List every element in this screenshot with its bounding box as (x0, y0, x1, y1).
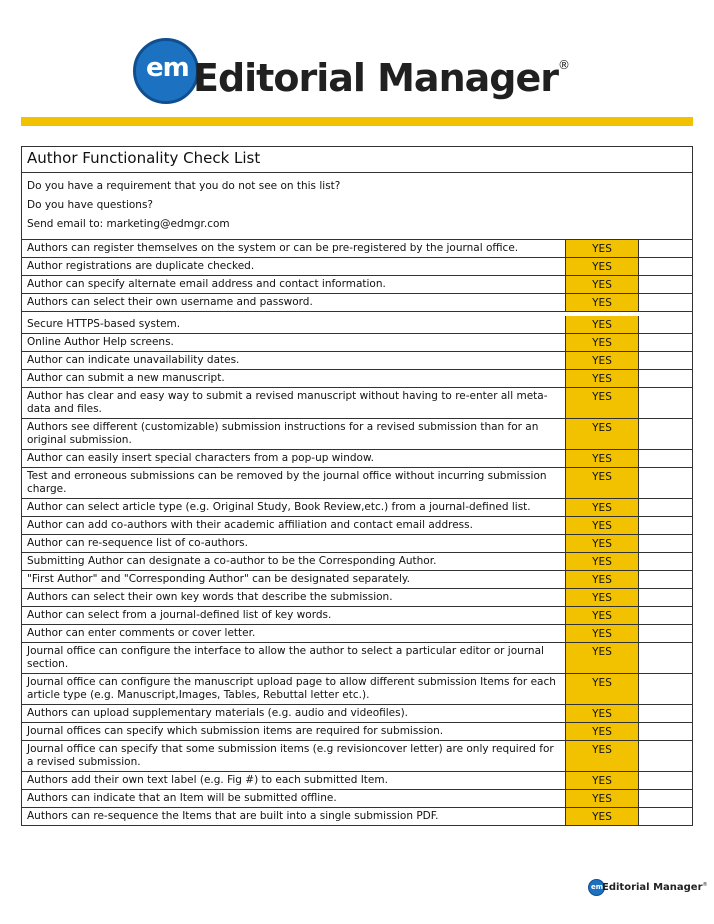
notes-cell (639, 388, 692, 418)
requirement-text: Author can specify alternate email address and contact information. (22, 276, 566, 293)
requirement-text: Authors can indicate that an Item will be submitted offline. (22, 790, 566, 807)
notes-cell (639, 571, 692, 588)
status-yes: YES (566, 643, 639, 673)
status-yes: YES (566, 705, 639, 722)
status-yes: YES (566, 571, 639, 588)
status-yes: YES (566, 419, 639, 449)
requirement-text: Submitting Author can designate a co-author to be the Corresponding Author. (22, 553, 566, 570)
checklist-row (22, 240, 692, 257)
notes-cell (639, 607, 692, 624)
requirement-text: Authors can upload supplementary materials (e.g. audio and videofiles). (22, 705, 566, 722)
checklist-row (22, 293, 692, 311)
checklist-title: Author Functionality Check List (22, 147, 692, 173)
status-yes: YES (566, 334, 639, 351)
requirement-text: Journal offices can specify which submission items are required for submission. (22, 723, 566, 740)
intro-line: Do you have a requirement that you do not see on this list? (27, 180, 341, 192)
status-yes: YES (566, 294, 639, 311)
status-yes: YES (566, 517, 639, 534)
checklist-row (22, 740, 692, 771)
checklist-row (22, 807, 692, 825)
notes-cell (639, 517, 692, 534)
footer-registered-mark: ® (702, 882, 708, 888)
requirement-text: Secure HTTPS-based system. (22, 316, 566, 333)
requirement-text: Journal office can configure the interface to allow the author to select a particular editor or journal section. (22, 643, 566, 673)
notes-cell (639, 790, 692, 807)
requirement-text: Author can submit a new manuscript. (22, 370, 566, 387)
checklist-row (22, 624, 692, 642)
status-yes: YES (566, 808, 639, 825)
requirement-text: Author can indicate unavailability dates. (22, 352, 566, 369)
checklist-row (22, 418, 692, 449)
requirement-text: Author can enter comments or cover letter. (22, 625, 566, 642)
checklist-row (22, 552, 692, 570)
notes-cell (639, 772, 692, 789)
status-yes: YES (566, 499, 639, 516)
requirement-text: Journal office can specify that some submission items (e.g revisioncover letter) are only required for a revised submission. (22, 741, 566, 771)
notes-cell (639, 535, 692, 552)
checklist-row (22, 467, 692, 498)
footer-badge-text: em (591, 883, 604, 891)
status-yes: YES (566, 276, 639, 293)
requirement-text: Authors can select their own key words that describe the submission. (22, 589, 566, 606)
notes-cell (639, 674, 692, 704)
notes-cell (639, 643, 692, 673)
logo-word-text: Editorial Manager (193, 56, 558, 100)
requirement-text: Authors can register themselves on the system or can be pre-registered by the journal office. (22, 240, 566, 257)
checklist-row (22, 257, 692, 275)
intro-block (22, 173, 692, 240)
notes-cell (639, 589, 692, 606)
status-yes: YES (566, 772, 639, 789)
checklist-row (22, 722, 692, 740)
requirement-text: Author can add co-authors with their academic affiliation and contact email address. (22, 517, 566, 534)
em-badge-icon (133, 38, 199, 104)
status-yes: YES (566, 388, 639, 418)
notes-cell (639, 808, 692, 825)
notes-cell (639, 625, 692, 642)
status-yes: YES (566, 674, 639, 704)
footer-wordmark (602, 882, 708, 893)
requirement-text: Journal office can configure the manuscript upload page to allow different submission Items for each article type (e.g. Manuscript,Images, Tables, Rebuttal letter etc.). (22, 674, 566, 704)
checklist-row (22, 275, 692, 293)
requirement-text: Author has clear and easy way to submit a revised manuscript without having to re-enter all meta-data and files. (22, 388, 566, 418)
requirement-text: Test and erroneous submissions can be removed by the journal office without incurring submission charge. (22, 468, 566, 498)
status-yes: YES (566, 625, 639, 642)
logo-wordmark (193, 56, 569, 100)
requirement-text: Authors can re-sequence the Items that are built into a single submission PDF. (22, 808, 566, 825)
checklist-group-1 (22, 240, 692, 311)
requirement-text: Author can select article type (e.g. Original Study, Book Review,etc.) from a journal-defined list. (22, 499, 566, 516)
checklist-row (22, 588, 692, 606)
registered-mark: ® (558, 58, 569, 72)
notes-cell (639, 240, 692, 257)
notes-cell (639, 741, 692, 771)
checklist-row (22, 449, 692, 467)
checklist-row (22, 316, 692, 333)
notes-cell (639, 316, 692, 333)
checklist-row (22, 642, 692, 673)
intro-line: Do you have questions? (27, 199, 153, 211)
status-yes: YES (566, 240, 639, 257)
status-yes: YES (566, 352, 639, 369)
status-yes: YES (566, 723, 639, 740)
notes-cell (639, 723, 692, 740)
checklist-row (22, 498, 692, 516)
notes-cell (639, 499, 692, 516)
status-yes: YES (566, 607, 639, 624)
checklist-row (22, 570, 692, 588)
checklist-row (22, 333, 692, 351)
checklist-row (22, 516, 692, 534)
checklist-row (22, 387, 692, 418)
requirement-text: Author registrations are duplicate checked. (22, 258, 566, 275)
header-divider (21, 117, 693, 126)
footer-word-text: Editorial Manager (602, 882, 703, 893)
checklist-row (22, 369, 692, 387)
status-yes: YES (566, 450, 639, 467)
status-yes: YES (566, 741, 639, 771)
status-yes: YES (566, 468, 639, 498)
requirement-text: Author can easily insert special characters from a pop-up window. (22, 450, 566, 467)
requirement-text: Authors can select their own username and password. (22, 294, 566, 311)
notes-cell (639, 276, 692, 293)
status-yes: YES (566, 370, 639, 387)
checklist-row (22, 771, 692, 789)
notes-cell (639, 419, 692, 449)
notes-cell (639, 370, 692, 387)
checklist-table (21, 146, 693, 826)
notes-cell (639, 352, 692, 369)
checklist-row (22, 704, 692, 722)
notes-cell (639, 705, 692, 722)
checklist-group-2 (22, 316, 692, 825)
status-yes: YES (566, 589, 639, 606)
requirement-text: Online Author Help screens. (22, 334, 566, 351)
requirement-text: Authors add their own text label (e.g. Fig #) to each submitted Item. (22, 772, 566, 789)
checklist-row (22, 673, 692, 704)
logo-badge-text: em (146, 53, 189, 83)
checklist-row (22, 789, 692, 807)
checklist-row (22, 351, 692, 369)
notes-cell (639, 450, 692, 467)
notes-cell (639, 468, 692, 498)
notes-cell (639, 258, 692, 275)
requirement-text: Authors see different (customizable) submission instructions for a revised submission than for an original submission. (22, 419, 566, 449)
requirement-text: Author can select from a journal-defined list of key words. (22, 607, 566, 624)
status-yes: YES (566, 258, 639, 275)
requirement-text: Author can re-sequence list of co-authors. (22, 535, 566, 552)
checklist-row (22, 606, 692, 624)
status-yes: YES (566, 790, 639, 807)
checklist-row (22, 534, 692, 552)
notes-cell (639, 294, 692, 311)
contact-email-line: Send email to: marketing@edmgr.com (27, 218, 230, 230)
requirement-text: "First Author" and "Corresponding Author" can be designated separately. (22, 571, 566, 588)
notes-cell (639, 553, 692, 570)
status-yes: YES (566, 535, 639, 552)
status-yes: YES (566, 316, 639, 333)
notes-cell (639, 334, 692, 351)
status-yes: YES (566, 553, 639, 570)
